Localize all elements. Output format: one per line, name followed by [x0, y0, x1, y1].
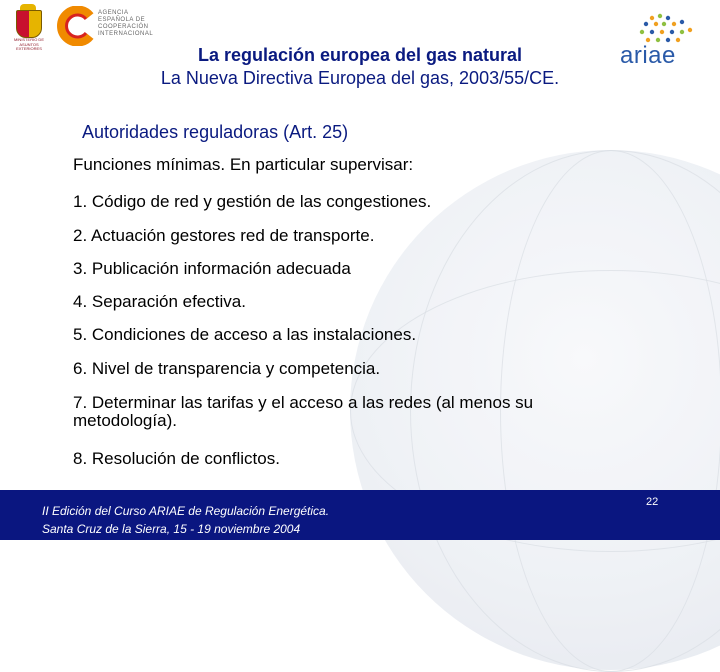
list-item: 3. Publicación información adecuada — [73, 259, 351, 278]
footer-course: II Edición del Curso ARIAE de Regulación Energética. — [42, 504, 330, 518]
footer-location: Santa Cruz de la Sierra, 15 - 19 noviembre 2004 — [42, 522, 301, 536]
intro-text: Funciones mínimas. En particular supervisar: — [73, 155, 414, 174]
agency-line: AGENCIA — [98, 10, 129, 16]
ariae-wordmark: ariae — [620, 42, 676, 69]
slide-title: La regulación europea del gas natural — [197, 45, 523, 65]
ariae-dots-icon — [612, 12, 707, 44]
agency-line: COOPERACIÓN — [98, 24, 149, 30]
list-item: 5. Condiciones de acceso a las instalaciones. — [73, 325, 417, 344]
footer-text — [42, 502, 329, 538]
aecid-logo-icon — [56, 6, 96, 46]
agency-name — [98, 10, 178, 38]
list-item: 6. Nivel de transparencia y competencia. — [73, 359, 381, 378]
agency-line: ESPAÑOLA DE — [98, 17, 146, 23]
list-item: 4. Separación efectiva. — [73, 292, 246, 311]
ministry-caption: MINISTERIO DE ASUNTOS EXTERIORES — [13, 37, 44, 51]
agency-line: INTERNACIONAL — [98, 31, 154, 37]
footer-bar — [0, 490, 720, 540]
ariae-logo — [612, 12, 707, 67]
list-item: 8. Resolución de conflictos. — [73, 449, 280, 468]
page-number: 22 — [646, 496, 659, 508]
shield-icon — [16, 10, 42, 38]
list-item: 2. Actuación gestores red de transporte. — [73, 226, 375, 245]
section-heading: Autoridades reguladoras (Art. 25) — [82, 122, 349, 142]
slide-subtitle: La Nueva Directiva Europea del gas, 2003/55/CE. — [160, 68, 560, 88]
coat-of-arms-logo — [8, 4, 48, 52]
list-item: 7. Determinar las tarifas y el acceso a las redes (al menos su metodología). — [73, 393, 534, 430]
list-item: 1. Código de red y gestión de las congestiones. — [73, 192, 432, 211]
